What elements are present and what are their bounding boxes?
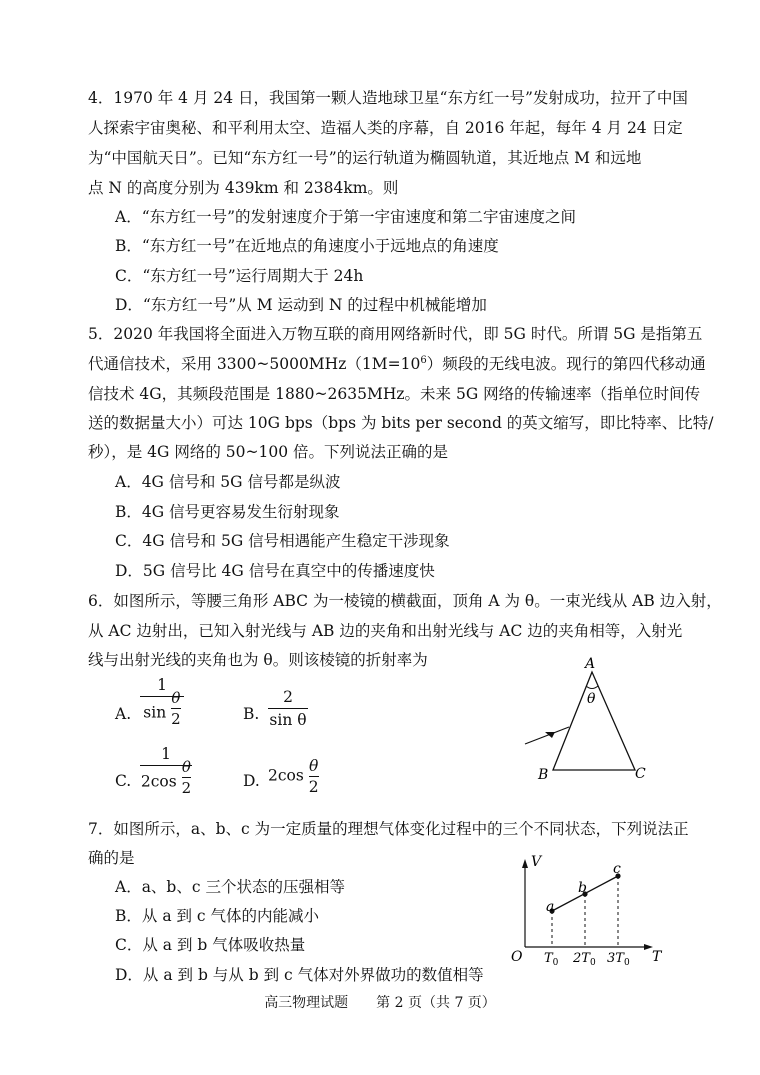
prism-diagram bbox=[495, 650, 665, 790]
q4-line-2: 人探索宇宙奥秘、和平利用太空、造福人类的序幕，自 2016 年起，每年 4 月 24 日定 bbox=[88, 119, 683, 137]
vertex-c-label: C bbox=[635, 766, 646, 782]
q6-line-3: 线与出射光线的夹角也为 θ。则该棱镜的折射率为 bbox=[88, 651, 428, 669]
q5-line-1: 5．2020 年我国将全面进入万物互联的商用网络新时代，即 5G 时代。所谓 5G 是指第五 bbox=[88, 325, 703, 343]
q6-option-d-label: D. bbox=[243, 772, 260, 790]
q5-line-5: 秒），是 4G 网络的 50~100 倍。下列说法正确的是 bbox=[88, 443, 448, 461]
incident-ray-arrow bbox=[545, 732, 555, 738]
q6-option-c-fraction: 1 2cos $\frac{\theta}{2}$ bbox=[140, 745, 192, 797]
q7-option-b: B．从 a 到 c 气体的内能减小 bbox=[115, 907, 320, 925]
q4-line-1: 4．1970 年 4 月 24 日，我国第一颗人造地球卫星“东方红一号”发射成功，拉开了中国 bbox=[88, 89, 688, 107]
q5-option-b: B．4G 信号更容易发生衍射现象 bbox=[115, 503, 340, 521]
q5-line-3: 信技术 4G，其频段范围是 1880~2635MHz。未来 5G 网络的传输速率（指单位时间传 bbox=[88, 385, 701, 403]
tick-2t0: $2T_0$ bbox=[573, 951, 596, 968]
q7-option-c: C．从 a 到 b 气体吸收热量 bbox=[115, 936, 306, 954]
apex-angle-arc bbox=[586, 686, 598, 689]
q7-option-a: A．a、b、c 三个状态的压强相等 bbox=[115, 878, 345, 896]
origin-label: O bbox=[511, 949, 523, 965]
q7-option-d: D．从 a 到 b 与从 b 到 c 气体对外界做功的数值相等 bbox=[115, 966, 484, 984]
q6-line-1: 6．如图所示，等腰三角形 ABC 为一棱镜的横截面，顶角 A 为 θ。一束光线从 AB 边入射， bbox=[88, 592, 722, 610]
incident-ray bbox=[525, 727, 569, 744]
q5-option-c: C．4G 信号和 5G 信号相遇能产生稳定干涉现象 bbox=[115, 532, 450, 550]
q6-option-d-expression: 2cos $\frac{\theta}{2}$ bbox=[268, 757, 319, 796]
v-axis-label: V bbox=[531, 854, 542, 870]
q4-option-d: D．“东方红一号”从 M 运动到 N 的过程中机械能增加 bbox=[115, 296, 487, 314]
q5-option-a: A．4G 信号和 5G 信号都是纵波 bbox=[115, 473, 341, 491]
q6-option-a-label: A. bbox=[115, 705, 132, 723]
q5-option-d: D．5G 信号比 4G 信号在真空中的传播速度快 bbox=[115, 562, 435, 580]
vertex-a-label: A bbox=[585, 656, 596, 672]
q5-line-2: 代通信技术，采用 $3300\sim 5000MHz(1M=10^6)$频段的无线电波。现行的第四代移动通 bbox=[88, 354, 706, 373]
q7-line-2: 确的是 bbox=[88, 849, 135, 867]
q6-option-c-label: C. bbox=[115, 772, 132, 790]
q4-line-3: 为“中国航天日”。已知“东方红一号”的运行轨道为椭圆轨道，其近地点 M 和远地 bbox=[88, 149, 642, 167]
theta-label: θ bbox=[587, 691, 596, 707]
q4-line-4: 点 N 的高度分别为 439km 和 2384km。则 bbox=[88, 179, 399, 197]
vertex-b-label: B bbox=[538, 767, 549, 783]
t-axis-label: T bbox=[652, 949, 662, 965]
vt-graph bbox=[510, 850, 670, 970]
q4-option-c: C．“东方红一号”运行周期大于 24h bbox=[115, 267, 364, 285]
point-a-label: a bbox=[546, 899, 555, 915]
q5-line-4: 送的数据量大小）可达 10G bps（bps 为 bits per second 的英文缩写，即比特率、比特/ bbox=[88, 414, 714, 432]
q6-option-b-fraction: 2 sin θ bbox=[269, 688, 307, 729]
q4-option-a: A．“东方红一号”的发射速度介于第一宇宙速度和第二宇宙速度之间 bbox=[115, 208, 577, 226]
point-b-label: b bbox=[578, 880, 587, 896]
tick-3t0: $3T_0$ bbox=[607, 951, 630, 968]
q4-option-b: B．“东方红一号”在近地点的角速度小于远地点的角速度 bbox=[115, 237, 499, 255]
tick-t0: $T_0$ bbox=[544, 951, 559, 968]
page-footer: 高三物理试题 第 2 页（共 7 页） bbox=[264, 995, 496, 1011]
q6-option-b-label: B. bbox=[243, 705, 260, 723]
v-axis-arrow bbox=[522, 859, 528, 868]
prism-triangle bbox=[553, 672, 635, 770]
q6-line-2: 从 AC 边射出，已知入射光线与 AB 边的夹角和出射光线与 AC 边的夹角相等，入射光 bbox=[88, 622, 683, 640]
q7-line-1: 7．如图所示，a、b、c 为一定质量的理想气体变化过程中的三个不同状态，下列说法正 bbox=[88, 820, 689, 838]
point-c-label: c bbox=[613, 861, 621, 877]
q6-option-a-fraction: 1 sin $\frac{\theta}{2}$ bbox=[140, 676, 184, 728]
